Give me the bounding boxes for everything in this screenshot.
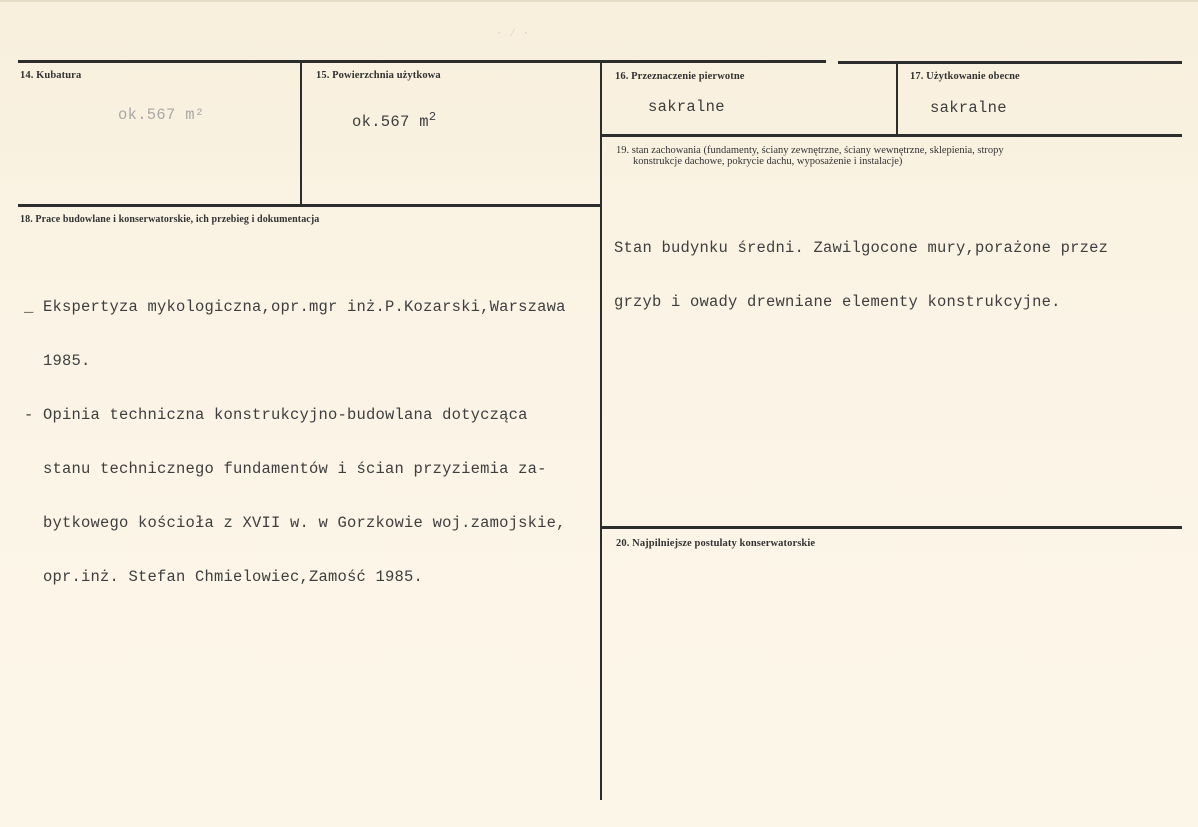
- field-19-label-line2: konstrukcje dachowe, pokrycie dachu, wyposażenie i instalacje): [633, 156, 903, 167]
- field-19-text: [614, 203, 1108, 347]
- card-edge: [0, 0, 1198, 2]
- field-18-line: _ Ekspertyza mykologiczna,opr.mgr inż.P.Kozarski,Warszawa: [24, 298, 566, 316]
- field-18-line: - Opinia techniczna konstrukcyjno-budowlana dotycząca: [24, 406, 528, 424]
- field-19-number: 19.: [616, 145, 630, 156]
- field-18-line: 1985.: [24, 352, 91, 370]
- ink-smudge: · ⁄ ·: [496, 28, 530, 40]
- field-18-line: stanu technicznego fundamentów i ścian przyziemia za-: [24, 460, 547, 478]
- field-15-superscript: 2: [428, 110, 437, 124]
- field-16-value: sakralne: [648, 98, 725, 116]
- top-rule-right: [838, 61, 1182, 64]
- rule-row2-right: [602, 134, 1182, 137]
- divider-main: [600, 62, 602, 800]
- field-19-details-1: (fundamenty, ściany zewnętrzne, ściany wewnętrzne, sklepienia, stropy: [703, 145, 1004, 156]
- field-18-text: [24, 262, 566, 622]
- field-18-line: opr.inż. Stefan Chmielowiec,Zamość 1985.: [24, 568, 424, 586]
- field-14-label: 14. Kubatura: [20, 70, 82, 81]
- field-15-label: 15. Powierzchnia użytkowa: [316, 70, 441, 81]
- field-18-label: 18. Prace budowlane i konserwatorskie, ich przebieg i dokumentacja: [20, 214, 320, 225]
- divider-16-17: [896, 62, 898, 134]
- divider-14-15: [300, 62, 302, 204]
- field-19-label-line1: [616, 145, 1176, 156]
- field-18-line: bytkowego kościoła z XVII w. w Gorzkowie woj.zamojskie,: [24, 514, 566, 532]
- field-15-value-text: ok.567 m: [352, 113, 429, 132]
- field-15-value: [352, 110, 436, 131]
- rule-field20: [602, 526, 1182, 529]
- field-17-label: 17. Użytkowanie obecne: [910, 71, 1020, 82]
- field-19-title: stan zachowania: [631, 145, 701, 156]
- field-19-line: Stan budynku średni. Zawilgocone mury,porażone przez: [614, 239, 1109, 257]
- field-19-label: [616, 145, 1176, 167]
- field-19-line: grzyb i owady drewniane elementy konstrukcyjne.: [614, 293, 1061, 311]
- field-17-value: sakralne: [930, 99, 1007, 117]
- field-16-label: 16. Przeznaczenie pierwotne: [615, 71, 745, 82]
- field-14-value: ok.567 m²: [118, 106, 205, 124]
- field-20-label: 20. Najpilniejsze postulaty konserwatorskie: [616, 538, 816, 549]
- top-rule: [18, 60, 826, 63]
- rule-row2-left: [18, 204, 602, 207]
